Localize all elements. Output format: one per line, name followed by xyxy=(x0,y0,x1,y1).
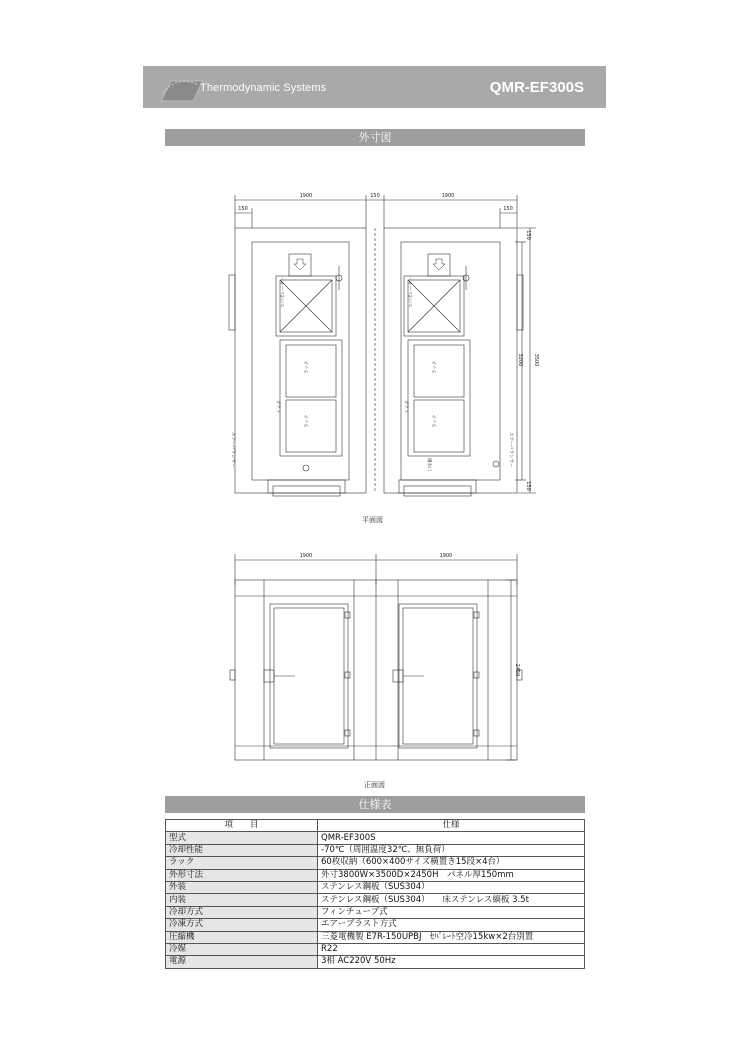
spec-key: 内装 xyxy=(166,894,318,906)
table-row xyxy=(166,832,585,844)
spec-table-body xyxy=(166,832,585,968)
spec-value: ステンレス鋼板（SUS304） xyxy=(318,881,585,893)
dim-w1: 1900 xyxy=(299,193,313,199)
spec-value: R22 xyxy=(318,943,585,955)
spec-key: 圧縮機 xyxy=(166,931,318,943)
spec-header-spec: 仕様 xyxy=(318,820,585,832)
section-title-spec: 仕様表 xyxy=(165,796,585,813)
table-row xyxy=(166,881,585,893)
label-rack-right-1: ラック xyxy=(433,360,438,374)
spec-key: 外装 xyxy=(166,881,318,893)
table-row xyxy=(166,857,585,869)
label-rack-left-2: ラック xyxy=(305,414,310,428)
label-evaporator-left: エバポレーター xyxy=(281,276,286,308)
dim-d-top: 150 xyxy=(525,230,531,240)
spec-value: ステンレス鋼板（SUS304） 床ステンレス縞板 3.5t xyxy=(318,894,585,906)
spec-value: フィンチューブ式 xyxy=(318,906,585,918)
spec-value: -70℃（周囲温度32℃、無負荷） xyxy=(318,844,585,856)
spec-value: 三菱電機製 E7R-150UPBJ ｾﾊﾟﾚｰﾄ空冷15kw×2台別置 xyxy=(318,931,585,943)
front-caption: 正面図 xyxy=(364,781,385,789)
dim-front-w2: 1900 xyxy=(439,553,453,559)
dim-edge-left: 150 xyxy=(238,206,248,212)
spec-key: ラック xyxy=(166,857,318,869)
spec-value: QMR-EF300S xyxy=(318,832,585,844)
spec-value: エアーブラスト方式 xyxy=(318,919,585,931)
model-number: QMR-EF300S xyxy=(489,79,584,96)
dim-d-inner: 3200 xyxy=(517,353,523,367)
dim-front-w1: 1900 xyxy=(299,553,313,559)
label-duct-right: ダクト xyxy=(403,400,408,414)
table-row xyxy=(166,869,585,881)
spec-key: 冷却性能 xyxy=(166,844,318,856)
table-row xyxy=(166,956,585,968)
label-rack-right-2: ラック xyxy=(433,414,438,428)
spec-key: 冷凍方式 xyxy=(166,919,318,931)
label-balancer-right: エアーバランサー xyxy=(508,432,513,468)
spec-key: 外形寸法 xyxy=(166,869,318,881)
dim-d-bottom: 150 xyxy=(525,481,531,491)
table-row xyxy=(166,894,585,906)
section-title-exterior: 外寸図 xyxy=(165,129,585,146)
spec-key: 冷媒 xyxy=(166,943,318,955)
table-row xyxy=(166,844,585,856)
dim-edge-right: 150 xyxy=(503,206,513,212)
table-row xyxy=(166,906,585,918)
spec-key: 型式 xyxy=(166,832,318,844)
spec-value: 60枚収納（600×400サイズ横置き15段×4台） xyxy=(318,857,585,869)
dim-height: 2450 xyxy=(514,663,520,677)
label-duct-left: ダクト xyxy=(275,400,280,414)
spec-table xyxy=(165,819,585,969)
spec-header-item: 項 目 xyxy=(166,820,318,832)
table-row xyxy=(166,919,585,931)
spec-value: 3相 AC220V 50Hz xyxy=(318,956,585,968)
table-row xyxy=(166,943,585,955)
table-row xyxy=(166,931,585,943)
spec-value: 外寸3800W×3500D×2450H パネル厚150mm xyxy=(318,869,585,881)
plan-caption: 平面図 xyxy=(362,516,383,524)
label-rack-left-1: ラック xyxy=(305,360,310,374)
dim-gap: 150 xyxy=(370,193,380,199)
spec-key: 電源 xyxy=(166,956,318,968)
spec-key: 冷却方式 xyxy=(166,906,318,918)
dim-d-total: 3500 xyxy=(533,353,539,367)
dim-w2: 1900 xyxy=(441,193,455,199)
label-evaporator-right: エバポレーター xyxy=(409,276,414,308)
label-drain: 排水口 xyxy=(426,458,431,472)
company-name: Thermodynamic Systems xyxy=(200,82,327,94)
label-balancer-left: エアーバランサー xyxy=(230,432,235,468)
